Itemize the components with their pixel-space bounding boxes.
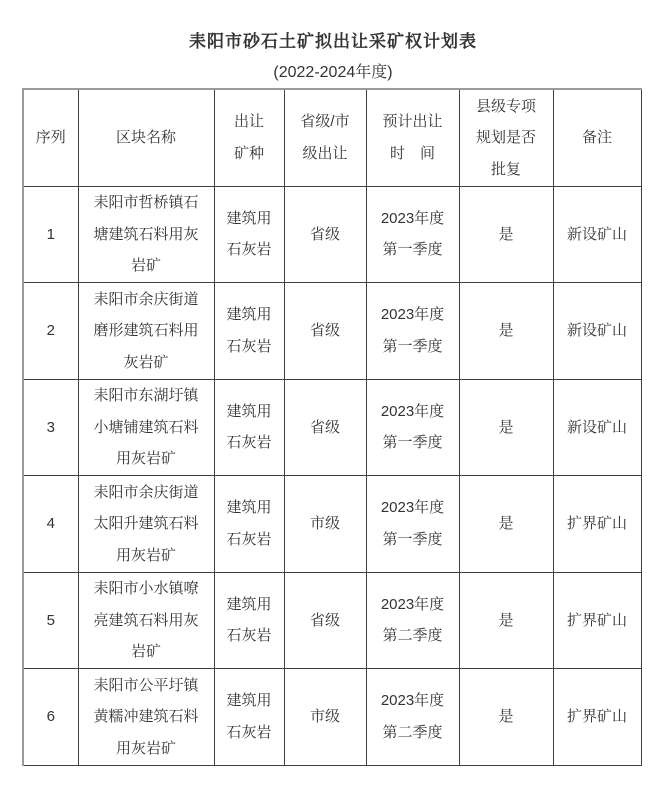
cell-remarks: 新设矿山 (553, 283, 641, 380)
cell-expected-time: 2023年度 第一季度 (366, 283, 459, 380)
header-cell-mineral-type: 出让 矿种 (214, 89, 284, 186)
cell-block-name: 耒阳市公平圩镇 黄糯冲建筑石料 用灰岩矿 (78, 669, 214, 766)
cell-expected-time: 2023年度 第一季度 (366, 379, 459, 476)
cell-sequence: 1 (23, 186, 78, 283)
cell-county-plan-approval: 是 (459, 572, 553, 669)
cell-county-plan-approval: 是 (459, 476, 553, 573)
cell-mineral-type: 建筑用 石灰岩 (214, 283, 284, 380)
cell-remarks: 新设矿山 (553, 186, 641, 283)
cell-issue-level: 省级 (284, 572, 366, 669)
cell-expected-time: 2023年度 第二季度 (366, 669, 459, 766)
header-cell-issue-level: 省级/市 级出让 (284, 89, 366, 186)
cell-sequence: 6 (23, 669, 78, 766)
cell-issue-level: 省级 (284, 283, 366, 380)
header-cell-sequence: 序列 (23, 89, 78, 186)
table-row (23, 476, 641, 573)
cell-issue-level: 市级 (284, 476, 366, 573)
cell-block-name: 耒阳市小水镇嘹 亮建筑石料用灰 岩矿 (78, 572, 214, 669)
cell-mineral-type: 建筑用 石灰岩 (214, 669, 284, 766)
cell-expected-time: 2023年度 第二季度 (366, 572, 459, 669)
cell-issue-level: 省级 (284, 186, 366, 283)
header-cell-expected-time: 预计出让 时 间 (366, 89, 459, 186)
cell-county-plan-approval: 是 (459, 379, 553, 476)
mining-rights-plan-table (22, 88, 642, 766)
table-row (23, 283, 641, 380)
cell-block-name: 耒阳市哲桥镇石 塘建筑石料用灰 岩矿 (78, 186, 214, 283)
header-cell-block-name: 区块名称 (78, 89, 214, 186)
cell-remarks: 扩界矿山 (553, 572, 641, 669)
cell-block-name: 耒阳市东湖圩镇 小塘铺建筑石料 用灰岩矿 (78, 379, 214, 476)
cell-issue-level: 省级 (284, 379, 366, 476)
cell-expected-time: 2023年度 第一季度 (366, 476, 459, 573)
document-page (0, 33, 666, 766)
cell-mineral-type: 建筑用 石灰岩 (214, 572, 284, 669)
cell-mineral-type: 建筑用 石灰岩 (214, 379, 284, 476)
cell-sequence: 3 (23, 379, 78, 476)
cell-block-name: 耒阳市余庆街道 太阳升建筑石料 用灰岩矿 (78, 476, 214, 573)
header-cell-county-plan-approval: 县级专项 规划是否 批复 (459, 89, 553, 186)
table-header-row (23, 89, 641, 186)
table-row (23, 572, 641, 669)
cell-sequence: 2 (23, 283, 78, 380)
cell-sequence: 5 (23, 572, 78, 669)
cell-county-plan-approval: 是 (459, 186, 553, 283)
cell-remarks: 新设矿山 (553, 379, 641, 476)
header-cell-remarks: 备注 (553, 89, 641, 186)
document-subtitle: (2022-2024年度) (273, 64, 393, 81)
cell-mineral-type: 建筑用 石灰岩 (214, 186, 284, 283)
document-title: 耒阳市砂石土矿拟出让采矿权计划表 (189, 32, 477, 51)
cell-county-plan-approval: 是 (459, 669, 553, 766)
cell-sequence: 4 (23, 476, 78, 573)
table-row (23, 379, 641, 476)
table-row (23, 669, 641, 766)
cell-remarks: 扩界矿山 (553, 476, 641, 573)
cell-mineral-type: 建筑用 石灰岩 (214, 476, 284, 573)
cell-county-plan-approval: 是 (459, 283, 553, 380)
cell-expected-time: 2023年度 第一季度 (366, 186, 459, 283)
table-row (23, 186, 641, 283)
cell-block-name: 耒阳市余庆街道 磨形建筑石料用 灰岩矿 (78, 283, 214, 380)
cell-remarks: 扩界矿山 (553, 669, 641, 766)
cell-issue-level: 市级 (284, 669, 366, 766)
